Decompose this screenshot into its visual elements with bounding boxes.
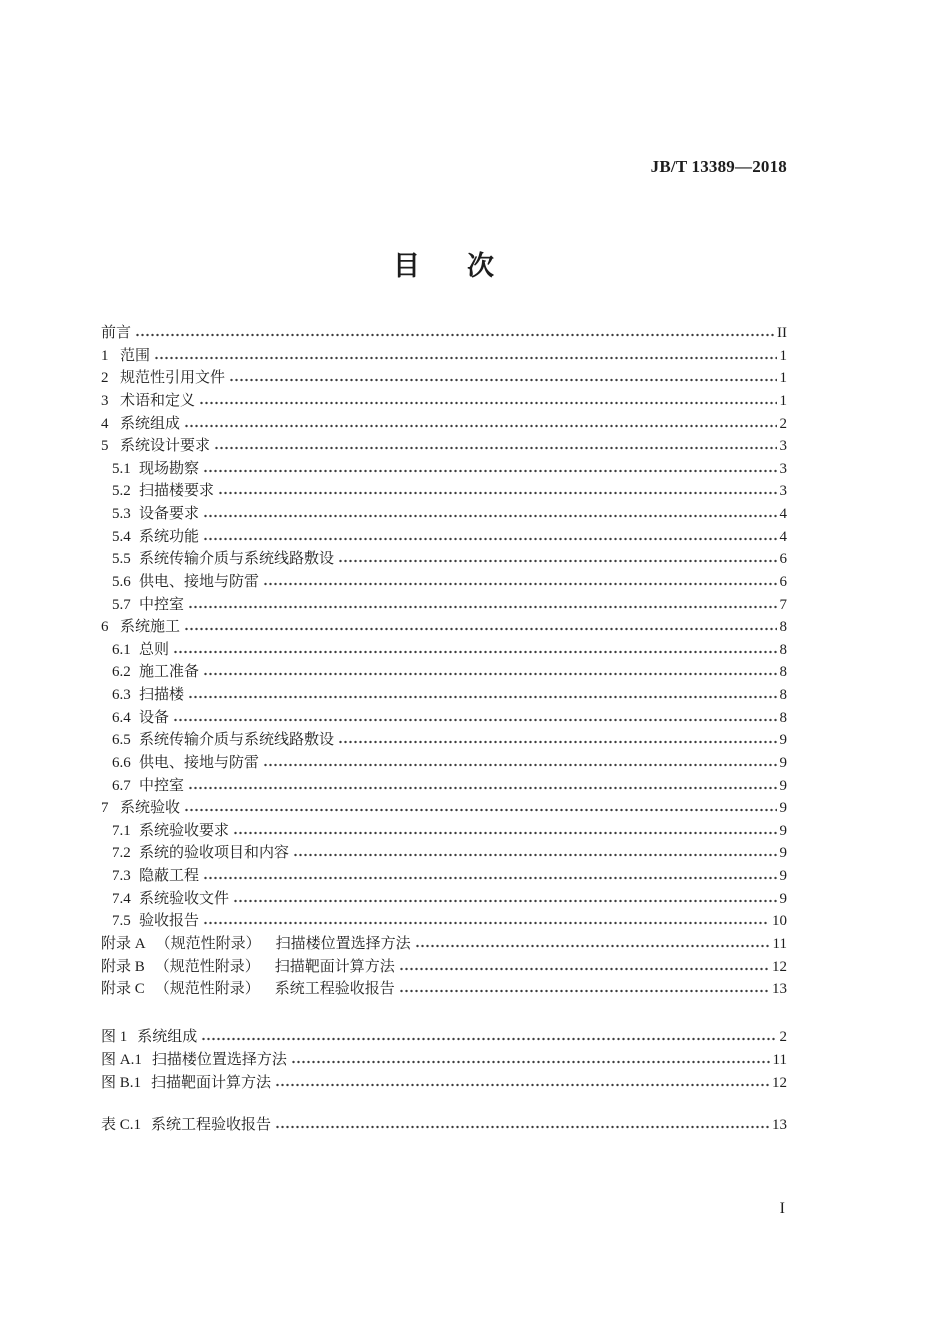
toc-entry-number: 1 [101, 347, 109, 364]
toc-entry-label: 系统传输介质与系统线路敷设 [139, 551, 335, 568]
toc-entry-label: 扫描楼要求 [139, 483, 215, 500]
toc-entry-page: 4 [779, 506, 787, 522]
toc-dot-leader [218, 482, 776, 495]
toc-entry-page: 1 [779, 347, 787, 364]
toc-entry-label: 扫描楼位置选择方法 [151, 1052, 287, 1068]
toc-entry-number: 7.3 [112, 868, 131, 884]
toc-dot-leader [399, 958, 769, 971]
toc-dot-leader [188, 777, 776, 790]
toc-dot-leader [338, 550, 776, 563]
toc-entry-label: 中控室 [139, 596, 185, 613]
page-title [100, 244, 787, 283]
toc-entry-label: 系统工程验收报告 [151, 1117, 272, 1133]
toc-entry-number: 6.5 [112, 732, 131, 749]
toc-dot-leader [275, 1074, 769, 1087]
toc-row [101, 1072, 787, 1095]
toc-row [101, 458, 787, 481]
toc-dot-leader [263, 573, 776, 586]
toc-entry-number: 5.4 [112, 528, 131, 545]
toc-entry-label: 扫描靶面计算方法 [151, 1075, 272, 1091]
toc-entry-label: 施工准备 [139, 664, 200, 681]
toc-entry-label: 术语和定义 [120, 392, 196, 409]
toc-entry-page: 6 [779, 551, 787, 568]
toc-dot-leader [203, 912, 769, 925]
toc-entry-page: 8 [779, 709, 787, 726]
toc-entry-page: 6 [779, 573, 787, 590]
toc-entry-page: 1 [779, 370, 787, 387]
toc-entry-number: 图 1 [101, 1029, 128, 1045]
page-title-char-2: 次 [467, 251, 494, 281]
toc-entry-number: 3 [101, 392, 109, 409]
page-number-footer: I [779, 1200, 785, 1217]
toc-entry-label: 设备要求 [139, 506, 200, 522]
toc-entry-label: 范围 [120, 347, 151, 364]
toc-entry-page: 13 [772, 981, 787, 998]
toc-row [101, 1026, 787, 1049]
toc-entry-number: 6 [101, 619, 109, 636]
toc-entry-number: 附录 C [101, 981, 145, 998]
toc-entry-number: 5.2 [112, 483, 131, 500]
toc-entry-number: 6.4 [112, 709, 131, 726]
toc-row [101, 775, 787, 798]
toc-row [101, 435, 787, 458]
toc-entry-label: 供电、接地与防雷 [139, 573, 260, 590]
toc-entry-label: 设备 [139, 709, 170, 726]
toc-dot-leader [188, 596, 776, 609]
toc-entry-label: 前言 [101, 325, 132, 341]
toc-dot-leader [184, 799, 776, 812]
toc-dot-leader [203, 663, 776, 676]
toc-row [101, 322, 787, 345]
toc-dot-leader [203, 505, 776, 518]
toc-row [101, 956, 787, 979]
toc-entry-number: 4 [101, 415, 109, 432]
toc-row [101, 639, 787, 662]
toc-entry-number: 7.4 [112, 890, 131, 907]
toc-row [101, 910, 787, 933]
toc-entry-label: 隐蔽工程 [139, 868, 200, 884]
toc-entry-number: 5.1 [112, 460, 131, 477]
toc-entry-page: 9 [779, 800, 787, 817]
toc-entry-annex-type: （规范性附录） [154, 958, 260, 975]
toc-dot-leader [184, 618, 776, 631]
toc-dot-leader [338, 731, 776, 744]
toc-entry-number: 图 B.1 [101, 1075, 142, 1091]
toc-row [101, 548, 787, 571]
toc-row [101, 888, 787, 911]
toc-entry-label: 系统设计要求 [120, 438, 211, 455]
toc-entry-label: 供电、接地与防雷 [139, 754, 260, 771]
toc-entry-page: 10 [772, 913, 787, 930]
toc-dot-leader [203, 460, 776, 473]
toc-dot-leader [188, 686, 776, 699]
toc-entry-page: 2 [779, 1029, 787, 1045]
toc-entry-label: 系统组成 [137, 1029, 198, 1045]
toc-row [101, 594, 787, 617]
toc-row [101, 503, 787, 526]
toc-row [101, 842, 787, 865]
toc-entry-label: 扫描楼位置选择方法 [275, 935, 411, 952]
toc-entry-number: 7.2 [112, 845, 131, 862]
toc-row [101, 729, 787, 752]
toc-entry-label: 系统功能 [139, 528, 200, 545]
toc-entry-number: 5.6 [112, 573, 131, 590]
toc-entry-page: 9 [779, 822, 787, 839]
toc-entry-label: 扫描楼 [139, 687, 185, 703]
toc-entry-label: 系统的验收项目和内容 [139, 845, 290, 862]
toc-row [101, 707, 787, 730]
toc-entry-number: 7 [101, 800, 109, 817]
toc-entry-page: 12 [772, 1075, 787, 1091]
toc-entry-number: 2 [101, 370, 109, 387]
toc-entry-annex-type: （规范性附录） [155, 935, 261, 952]
toc-entry-number: 6.1 [112, 641, 131, 658]
toc-entry-number: 5.3 [112, 506, 131, 522]
toc-dot-leader [173, 709, 776, 722]
toc-entry-page: 3 [779, 460, 787, 477]
toc-entry-page: 8 [779, 641, 787, 658]
toc-entry-number: 6.2 [112, 664, 131, 681]
toc-row [101, 684, 787, 707]
toc-dot-leader [199, 392, 776, 405]
toc-row [101, 820, 787, 843]
toc-entry-page: 12 [772, 958, 787, 975]
toc-row [101, 345, 787, 368]
toc-dot-leader [399, 980, 769, 993]
toc-row [101, 480, 787, 503]
toc-entry-label: 总则 [139, 641, 170, 658]
toc-entry-page: 11 [772, 935, 787, 952]
toc-entry-label: 系统传输介质与系统线路敷设 [139, 732, 335, 749]
toc-entry-page: 9 [779, 868, 787, 884]
toc-row [101, 933, 787, 956]
toc-entry-number: 图 A.1 [101, 1052, 142, 1068]
toc-entry-label: 扫描靶面计算方法 [274, 958, 395, 975]
toc-dot-leader [293, 844, 776, 857]
table-list [101, 1114, 787, 1137]
toc-entry-label: 系统验收 [120, 800, 181, 817]
toc-dot-leader [233, 822, 776, 835]
toc-entry-label: 中控室 [139, 777, 185, 794]
toc-dot-leader [203, 528, 776, 541]
toc-entry-annex-type: （规范性附录） [154, 981, 260, 998]
toc-entry-number: 6.7 [112, 777, 131, 794]
toc-entry-number: 5 [101, 438, 109, 455]
toc-dot-leader [291, 1051, 770, 1064]
toc-row [101, 526, 787, 549]
toc-entry-number: 附录 A [101, 935, 146, 952]
toc-entry-page: 4 [779, 528, 787, 545]
toc-row [101, 752, 787, 775]
toc-entry-page: 8 [779, 687, 787, 703]
toc-row [101, 865, 787, 888]
toc-entry-number: 5.7 [112, 596, 131, 613]
toc-dot-leader [135, 324, 774, 337]
toc-entry-page: 3 [779, 483, 787, 500]
toc-row [101, 1049, 787, 1072]
toc-row [101, 367, 787, 390]
toc-entry-page: 9 [779, 732, 787, 749]
toc-entry-number: 5.5 [112, 551, 131, 568]
figure-list [101, 1026, 787, 1095]
toc-entry-label: 系统工程验收报告 [274, 981, 395, 998]
toc-entry-number: 7.5 [112, 913, 131, 930]
toc-entry-label: 现场勘察 [139, 460, 200, 477]
toc-row [101, 661, 787, 684]
toc-list [101, 322, 787, 1001]
toc-entry-label: 系统验收要求 [139, 822, 230, 839]
toc-dot-leader [154, 347, 776, 360]
toc-dot-leader [229, 369, 776, 382]
toc-dot-leader [233, 890, 776, 903]
toc-dot-leader [184, 415, 776, 428]
toc-dot-leader [201, 1028, 776, 1041]
toc-entry-page: 1 [779, 392, 787, 409]
toc-entry-label: 系统组成 [120, 415, 181, 432]
page-title-char-1: 目 [393, 251, 420, 281]
toc-row [101, 413, 787, 436]
toc-row [101, 571, 787, 594]
toc-entry-page: 2 [779, 415, 787, 432]
toc-entry-page: 8 [779, 664, 787, 681]
toc-entry-page: 3 [779, 438, 787, 455]
toc-entry-page: 8 [779, 619, 787, 636]
toc-entry-page: 9 [779, 777, 787, 794]
toc-entry-page: II [777, 325, 787, 341]
toc-row [101, 978, 787, 1001]
toc-entry-number: 6.3 [112, 687, 131, 703]
toc-dot-leader [203, 867, 776, 880]
toc-row [101, 797, 787, 820]
toc-dot-leader [415, 935, 770, 948]
toc-entry-label: 规范性引用文件 [120, 370, 226, 387]
toc-row [101, 616, 787, 639]
toc-entry-page: 11 [772, 1052, 787, 1068]
toc-dot-leader [275, 1116, 769, 1129]
toc-entry-page: 9 [779, 754, 787, 771]
toc-entry-page: 13 [772, 1117, 787, 1133]
toc-entry-label: 系统施工 [120, 619, 181, 636]
toc-entry-label: 系统验收文件 [139, 890, 230, 907]
toc-entry-page: 9 [779, 890, 787, 907]
toc-entry-label: 验收报告 [139, 913, 200, 930]
standard-doc-number: JB/T 13389—2018 [650, 157, 787, 176]
toc-dot-leader [173, 641, 776, 654]
toc-entry-number: 7.1 [112, 822, 131, 839]
toc-entry-number: 附录 B [101, 958, 145, 975]
toc-entry-number: 表 C.1 [101, 1117, 142, 1133]
toc-entry-number: 6.6 [112, 754, 131, 771]
toc-entry-page: 7 [779, 596, 787, 613]
toc-dot-leader [214, 437, 776, 450]
toc-dot-leader [263, 754, 776, 767]
toc-row [101, 390, 787, 413]
toc-row [101, 1114, 787, 1137]
toc-entry-page: 9 [779, 845, 787, 862]
